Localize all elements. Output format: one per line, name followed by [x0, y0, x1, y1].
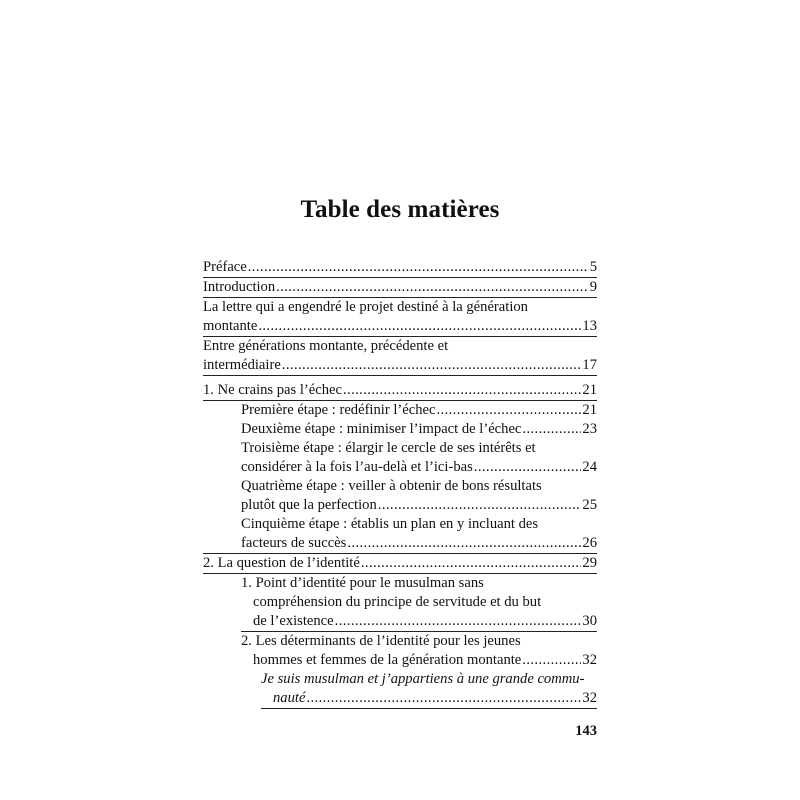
toc-entry-label: Entre générations montante, précédente et — [203, 338, 449, 354]
divider — [261, 708, 597, 709]
toc-entry-lettre[interactable] — [203, 298, 597, 336]
toc-entry-label-continued: hommes et femmes de la génération montante — [253, 652, 522, 668]
dot-leader — [361, 554, 582, 573]
toc-entry-label-continued: montante — [203, 318, 258, 334]
toc-chapter-1[interactable] — [203, 381, 597, 400]
toc-entry-je-suis-musulman[interactable] — [261, 670, 597, 708]
table-of-contents — [203, 258, 597, 709]
toc-page-number: 26 — [582, 535, 597, 551]
toc-entry-premiere-etape[interactable] — [241, 401, 597, 420]
toc-entry-cinquieme-etape[interactable] — [241, 515, 597, 553]
toc-entry-label-continued: intermédiaire — [203, 357, 281, 373]
toc-page-number: 32 — [582, 652, 597, 668]
toc-entry-label: Quatrième étape : veiller à obtenir de bons résultats — [241, 478, 542, 494]
toc-entry-label-continued: considérer à la fois l’au-delà et l’ici-bas — [241, 459, 473, 475]
toc-entry-quatrieme-etape[interactable] — [241, 477, 597, 515]
toc-entry-deuxieme-etape[interactable] — [241, 420, 597, 439]
toc-entry-point-identite[interactable] — [241, 574, 597, 631]
toc-entry-label-continued: compréhension du principe de servitude et du but — [253, 594, 542, 610]
toc-entry-preface[interactable] — [203, 258, 597, 277]
toc-page-number: 17 — [582, 357, 597, 373]
toc-page-number: 13 — [582, 318, 597, 334]
toc-entry-label: Troisième étape : élargir le cercle de ses intérêts et — [241, 440, 536, 456]
toc-entry-label: Je suis musulman et j’appartiens à une grande commu- — [261, 671, 585, 687]
dot-leader — [248, 258, 589, 277]
toc-entry-label-continued: plutôt que la perfection — [241, 497, 377, 513]
toc-entry-label-continued: facteurs de succès — [241, 535, 347, 551]
toc-page-number: 25 — [582, 497, 597, 513]
dot-leader — [347, 534, 581, 553]
toc-entry-label: 2. Les déterminants de l’identité pour les jeunes — [241, 633, 521, 649]
toc-entry-label: 1. Ne crains pas l’échec — [203, 382, 342, 398]
page-title: Table des matières — [300, 196, 500, 223]
toc-entry-label: 1. Point d’identité pour le musulman sans — [241, 575, 484, 591]
toc-entry-introduction[interactable] — [203, 278, 597, 297]
dot-leader — [335, 612, 582, 631]
toc-page-number: 21 — [582, 402, 597, 418]
toc-page-number: 32 — [582, 690, 597, 706]
toc-entry-label: Cinquième étape : établis un plan en y incluant des — [241, 516, 539, 532]
toc-page-number: 9 — [589, 279, 597, 295]
dot-leader — [276, 278, 589, 297]
toc-entry-label: Introduction — [203, 279, 276, 295]
dot-leader — [522, 420, 581, 439]
toc-entry-label: Première étape : redéfinir l’échec — [241, 402, 436, 418]
toc-page-number: 24 — [582, 459, 597, 475]
toc-entry-entre-generations[interactable] — [203, 337, 597, 375]
toc-entry-label: 2. La question de l’identité — [203, 555, 360, 571]
toc-entry-label: Préface — [203, 259, 247, 275]
dot-leader — [306, 689, 581, 708]
dot-leader — [282, 356, 582, 375]
toc-page-number: 30 — [582, 613, 597, 629]
dot-leader — [522, 651, 581, 670]
dot-leader — [474, 458, 582, 477]
toc-page-number: 23 — [582, 421, 597, 437]
dot-leader — [378, 496, 582, 515]
toc-entry-label-continued: de l’existence — [253, 613, 334, 629]
toc-page-number: 29 — [582, 555, 597, 571]
dot-leader — [258, 317, 581, 336]
toc-page-number: 21 — [582, 382, 597, 398]
toc-entry-label: La lettre qui a engendré le projet destiné à la génération — [203, 299, 528, 315]
dot-leader — [436, 401, 581, 420]
toc-entry-troisieme-etape[interactable] — [241, 439, 597, 477]
divider — [203, 375, 597, 376]
dot-leader — [343, 381, 581, 400]
toc-entry-determinants-identite[interactable] — [241, 632, 597, 670]
toc-page-number: 5 — [589, 259, 597, 275]
toc-entry-label-continued: nauté — [273, 690, 306, 706]
toc-entry-label: Deuxième étape : minimiser l’impact de l’échec — [241, 421, 522, 437]
page-number: 143 — [575, 723, 597, 739]
toc-chapter-2[interactable] — [203, 554, 597, 573]
